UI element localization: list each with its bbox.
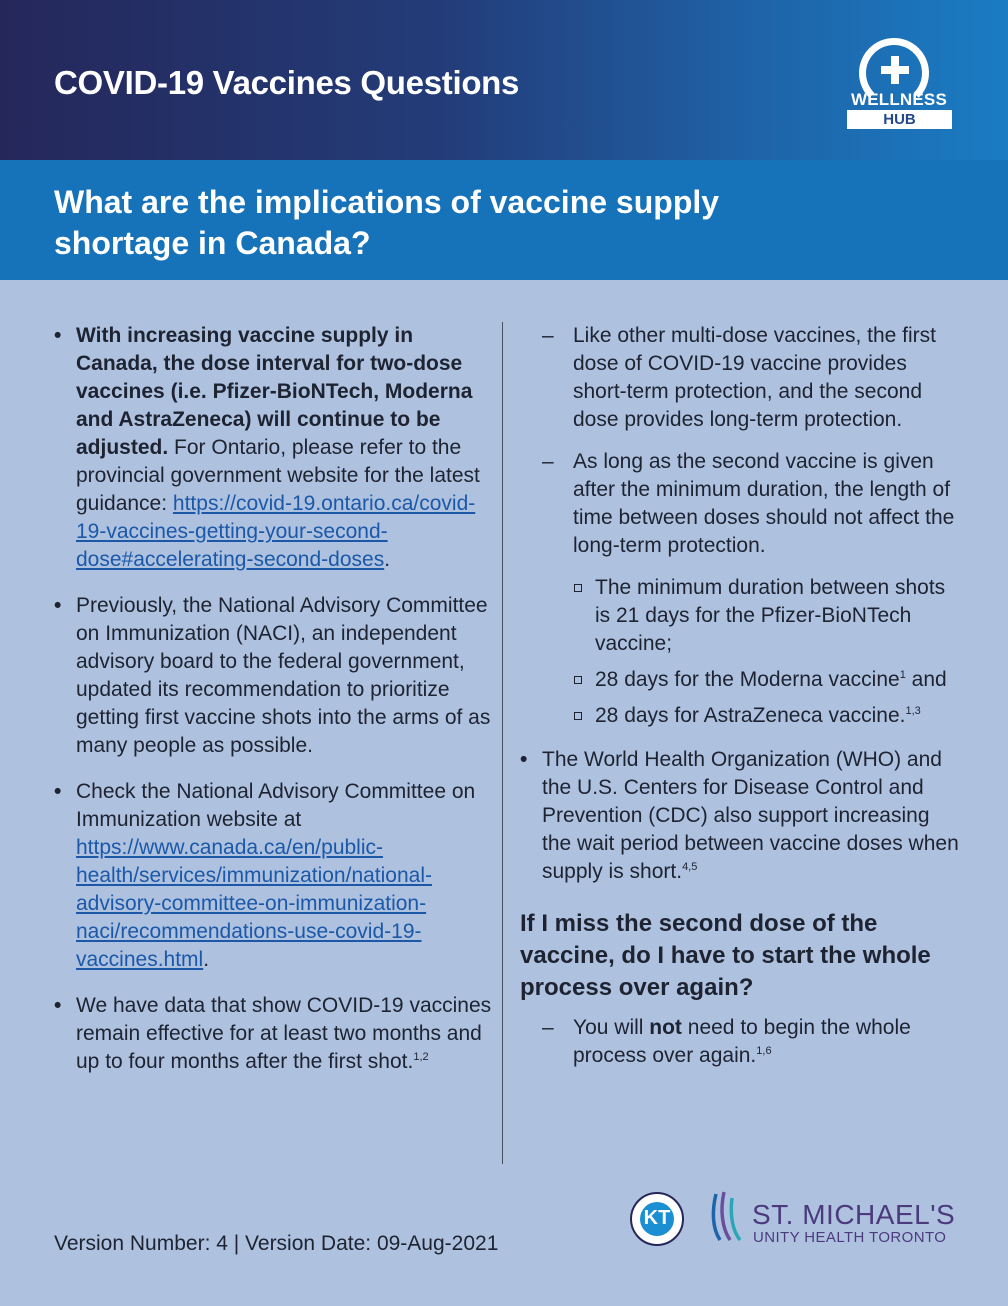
ontario-guidance-link[interactable]: https://covid-19.ontario.ca/covid-19-vaccines-getting-your-second-dose#accelerating-second-doses <box>76 492 476 571</box>
dash-icon: – <box>542 1016 554 1039</box>
list-item: 28 days for AstraZeneca vaccine.$^{1,3}$ <box>520 702 960 730</box>
list-item: • We have data that show COVID-19 vaccines remain effective for at least two months and up to four months after the first shot.$^{1,2}$ <box>54 994 492 1073</box>
list-item: • Previously, the National Advisory Committee on Immunization (NACI), an independent advisory board to the federal government, updated its recommendation to prioritize getting first vaccine shots into the arms of as many people as possible. <box>54 594 491 757</box>
organization-subtitle: UNITY HEALTH TORONTO <box>753 1229 947 1246</box>
wellness-hub-logo <box>846 38 952 132</box>
question-heading: What are the implications of vaccine supply shortage in Canada? <box>54 184 720 261</box>
citation: 4,5 <box>682 861 698 873</box>
list-item: • With increasing vaccine supply in Canada, the dose interval for two-dose vaccines (i.e. Pfizer-BioNTech, Moderna and AstraZeneca) will continue to be adjusted. For Ontario, please refer to the provincial government website for the latest guidance: https://covid-19.ontario.ca/covid-19-vaccines-getting-your-second-dose#accelerating-second-doses. <box>54 324 480 571</box>
bullet-icon: • <box>54 994 62 1017</box>
square-bullet-icon <box>574 676 582 684</box>
kt-program-logo <box>630 1192 684 1246</box>
st-michaels-logo-mark-icon <box>710 1190 744 1244</box>
version-info: Version Number: 4 | Version Date: 09-Aug-2021 <box>54 1232 499 1255</box>
citation: 1,3 <box>905 705 921 717</box>
square-bullet-icon <box>574 712 582 720</box>
citation: 1,2 <box>413 1051 429 1063</box>
logo-hub: HUB <box>847 110 952 129</box>
square-bullet-icon <box>574 584 582 592</box>
right-column <box>520 322 960 1084</box>
list-item: • The World Health Organization (WHO) and the U.S. Centers for Disease Control and Prevention (CDC) also support increasing the wait period between vaccine doses when supply is short.$^{4,5}$ <box>520 748 959 883</box>
citation: 1,6 <box>756 1045 772 1057</box>
list-item: – Like other multi-dose vaccines, the first dose of COVID-19 vaccine provides short-term protection, and the second dose provides long-term protection. <box>542 324 936 431</box>
list-item: – As long as the second vaccine is given after the minimum duration, the length of time between doses should not affect the long-term protection. <box>542 450 955 557</box>
dash-icon: – <box>542 450 554 473</box>
organization-name: ST. MICHAEL'S <box>752 1199 956 1230</box>
list-item: 28 days for the Moderna vaccine$^1$ and <box>520 666 960 694</box>
list-item: The minimum duration between shots is 21 days for the Pfizer-BioNTech vaccine; <box>520 574 960 658</box>
subheading: If I miss the second dose of the vaccine, do I have to start the whole process over again? <box>520 910 931 1001</box>
logo-word: WELLNESS <box>850 90 948 109</box>
bold-text: With increasing vaccine supply in Canada, the dose interval for two-dose vaccines (i.e. Pfizer-BioNTech, Moderna and AstraZeneca) will continue to be adjusted. <box>76 324 473 459</box>
list-item: • Check the National Advisory Committee on Immunization website at https://www.canada.ca/en/public-health/services/immunization/national-advisory-committee-on-immunization-naci/recommendations-use-covid-19-vaccines.html. <box>54 780 476 971</box>
bullet-icon: • <box>520 748 528 771</box>
bullet-icon: • <box>54 594 62 617</box>
bullet-icon: • <box>54 780 62 803</box>
left-column <box>54 322 494 1094</box>
dash-icon: – <box>542 324 554 347</box>
bullet-icon: • <box>54 324 62 347</box>
naci-recommendations-link[interactable]: https://www.canada.ca/en/public-health/services/immunization/national-advisory-committee-on-immunization-naci/recommendations-use-covid-19-vaccines.html <box>76 836 433 971</box>
citation: 1 <box>899 669 906 681</box>
list-item: – You will not need to begin the whole process over again.$^{1,6}$ <box>542 1016 911 1067</box>
kt-letters: KT <box>643 1207 671 1229</box>
column-divider <box>502 322 503 1164</box>
page-title: COVID-19 Vaccines Questions <box>54 64 520 101</box>
